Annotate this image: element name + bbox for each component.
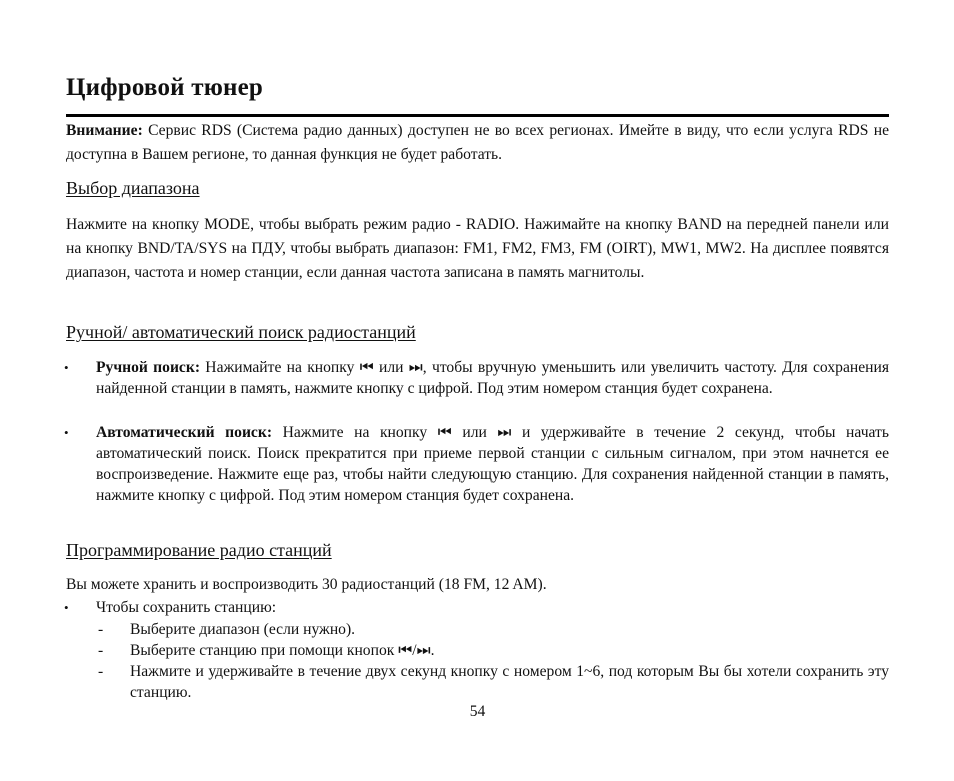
auto-search-label: Автоматический поиск:	[96, 424, 273, 441]
bullet-marker: •	[64, 600, 69, 615]
step-text: Выберите станцию при помощи кнопок ⏮/⏭.	[130, 642, 435, 659]
warning-label: Внимание:	[66, 122, 143, 139]
bullet-marker: •	[64, 425, 69, 440]
page-title: Цифровой тюнер	[66, 74, 264, 101]
step-text: Выберите диапазон (если нужно).	[130, 621, 356, 638]
dash-marker: -	[98, 642, 104, 659]
warning-paragraph	[66, 119, 889, 167]
title-rule	[66, 114, 889, 117]
band-section-heading: Выбор диапазона	[66, 178, 200, 198]
manual-search-body	[96, 357, 889, 399]
auto-search-body	[96, 422, 889, 506]
band-section-text: Нажмите на кнопку MODE, чтобы выбрать режим радио - RADIO. Нажимайте на кнопку BAND на передней панели или на кнопку BND/TA/SYS на ПДУ, чтобы выбрать диапазон: FM1, FM2, FM3, FM (OIRT), MW1, MW2. На дисплее появятся диапазон, частота и номер станции, если данная частота записана в память магнитолы.	[66, 216, 889, 281]
step-text: Нажмите и удерживайте в течение двух секунд кнопку с номером 1~6, под которым Вы бы хотели сохранить эту станцию.	[130, 663, 889, 701]
manual-search-label: Ручной поиск:	[96, 359, 201, 376]
program-section-heading: Программирование радио станций	[66, 540, 332, 560]
search-section-heading: Ручной/ автоматический поиск радиостанций	[66, 322, 416, 342]
auto-search-text: Нажмите на кнопку ⏮ или ⏭ и удерживайте в течение 2 секунд, чтобы начать автоматический поиск. Поиск прекратится при приеме первой станции с сильным сигналом, при этом начнется ее воспроизведение. Нажмите еще раз, чтобы найти следующую станцию. Для сохранения найденной станции в память, нажмите кнопку с цифрой. Под этим номером станция будет сохранена.	[96, 424, 889, 504]
manual-search-text: Нажимайте на кнопку ⏮ или ⏭, чтобы вручную уменьшить или увеличить частоту. Для сохранения найденной станции в память, нажмите кнопку с цифрой. Под этим номером станция будет сохранена.	[96, 359, 889, 397]
bullet-marker: •	[64, 360, 69, 375]
save-station-text: Чтобы сохранить станцию:	[96, 599, 277, 616]
program-section-intro: Вы можете хранить и воспроизводить 30 радиостанций (18 FM, 12 AM).	[66, 576, 547, 593]
dash-marker: -	[98, 663, 104, 680]
page-number: 54	[469, 703, 486, 720]
warning-text: Сервис RDS (Система радио данных) доступен не во всех регионах. Имейте в виду, что если услуга RDS не доступна в Вашем регионе, то данная функция не будет работать.	[66, 122, 889, 163]
dash-marker: -	[98, 621, 104, 638]
